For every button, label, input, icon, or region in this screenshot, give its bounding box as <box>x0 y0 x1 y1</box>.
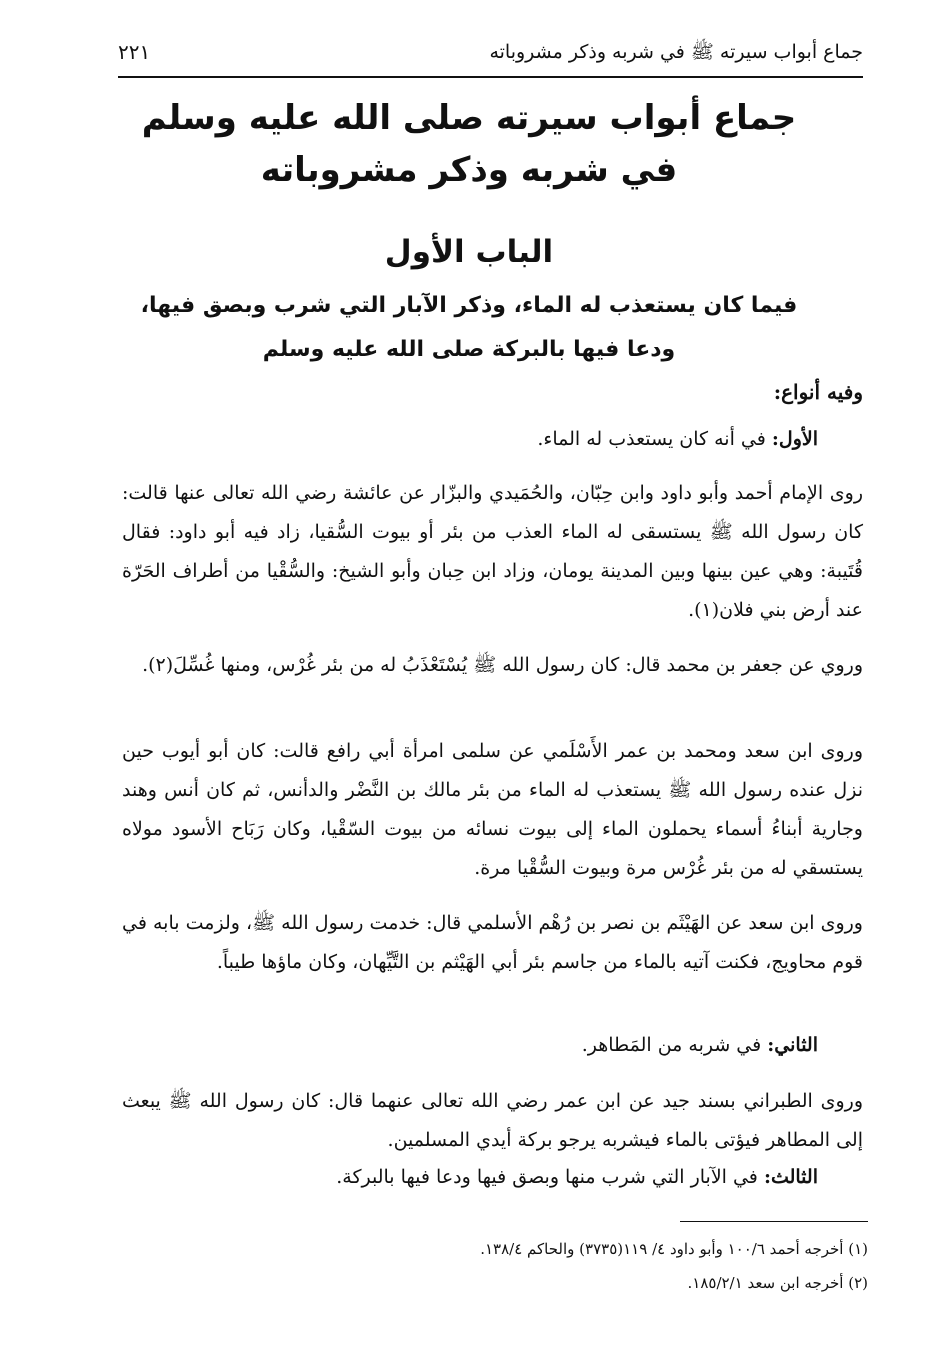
section-first-label: الأول: <box>771 428 818 450</box>
title-line-2: في شربه وذكر مشروباته <box>260 150 678 190</box>
section-second <box>582 1034 818 1056</box>
section-third-label: الثالث: <box>763 1166 818 1188</box>
page-number: ٢٢١ <box>118 40 151 64</box>
section-third <box>336 1166 818 1188</box>
chapter-heading: الباب الأول <box>384 234 554 270</box>
section-second-text: في شربه من المَطاهر. <box>581 1034 762 1056</box>
footnote-1: (١) أخرجه أحمد ١٠٠/٦ وأبو داود ٤/ ١١٩(٣٧٣٥) والحاكم ١٣٨/٤. <box>480 1240 868 1258</box>
paragraph-4: وروى ابن سعد عن الهَيْثَم بن نصر بن رُهْم الأسلمي قال: خدمت رسول الله ﷺ، ولزمت بابه في قوم محاويج، فكنت آتيه بالماء من جاسم بئر أبي الهَيْثم بن التَّيِّهان، وكان ماؤها طيباً. <box>122 912 863 973</box>
section-third-text: في الآبار التي شرب منها وبصق فيها ودعا فيها بالبركة. <box>336 1166 758 1188</box>
chapter-subtitle-line-2: ودعا فيها بالبركة صلى الله عليه وسلم <box>262 337 676 362</box>
chapter-subtitle-line-1: فيما كان يستعذب له الماء، وذكر الآبار التي شرب وبصق فيها، <box>140 293 798 318</box>
paragraph-2: وروي عن جعفر بن محمد قال: كان رسول الله ﷺ يُسْتَعْذَبُ له من بئر غُرْس، ومنها غُسِّلَ(٢). <box>142 654 863 676</box>
paragraph-3: وروى ابن سعد ومحمد بن عمر الأَسْلَمي عن سلمى امرأة أبي رافع قالت: كان أبو أيوب حين نزل عنده رسول الله ﷺ يستعذب له الماء من بئر مالك بن النَّضْر والدأنس، ثم كان أنس وهند وجارية أبناءُ أسماء يحملون الماء إلى بيوت نسائه من بيوت السّقْيا، وكان رَبَاح الأسود مولاه يستسقي له من بئر غُرْس مرة وبيوت السُّقْيا مرة. <box>122 740 863 879</box>
footnote-divider <box>680 1221 868 1222</box>
paragraph-5: وروى الطبراني بسند جيد عن ابن عمر رضي الله تعالى عنهما قال: كان رسول الله ﷺ يبعث إلى المطاهر فيؤتى بالماء فيشربه يرجو بركة أيدي المسلمين. <box>122 1090 863 1151</box>
title-line-1: جماع أبواب سيرته صلى الله عليه وسلم <box>141 98 797 138</box>
running-title: جماع أبواب سيرته ﷺ في شربه وذكر مشروباته <box>489 41 863 63</box>
section-second-label: الثاني: <box>767 1034 818 1056</box>
section-first <box>537 428 818 450</box>
intro-heading: وفيه أنواع: <box>773 380 863 404</box>
footnote-2: (٢) أخرجه ابن سعد ١٨٥/٢/١. <box>687 1274 868 1292</box>
paragraph-1: روى الإمام أحمد وأبو داود وابن حِبّان، والحُمَيدي والبزّار عن عائشة رضي الله تعالى عنها قالت: كان رسول الله ﷺ يستسقى له الماء العذب من بئر أو بيوت السُّقيا، زاد فيه أبو داود: فقال قُتَيبة: وهي عين بينها وبين المدينة يومان، وزاد ابن حِبان وأبو الشيخ: والسُّقْيا من أطراف الحَرّة عند أرض بني فلان(١). <box>122 482 863 621</box>
section-first-text: في أنه كان يستعذب له الماء. <box>537 428 766 450</box>
running-header <box>118 36 863 78</box>
